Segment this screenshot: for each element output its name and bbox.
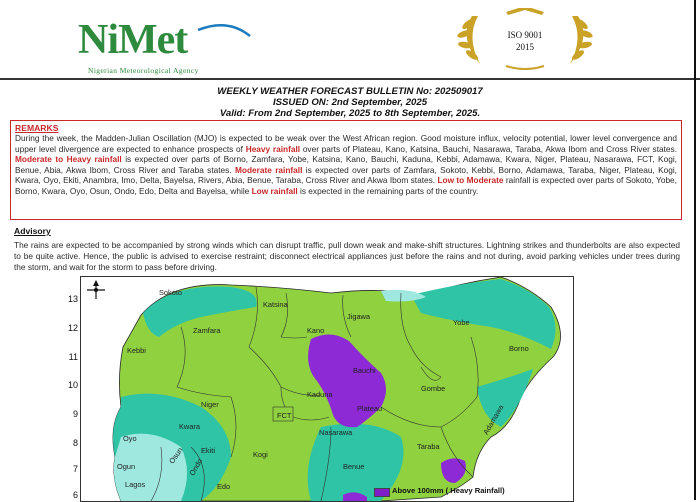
label-kano: Kano — [307, 326, 325, 335]
header-divider — [0, 78, 700, 80]
advisory-heading: Advisory — [14, 226, 51, 236]
legend-heavy-swatch — [374, 488, 390, 497]
heavy-rainfall-label: Heavy rainfall — [245, 143, 301, 154]
label-edo: Edo — [217, 482, 231, 491]
logo-wordmark: NiMet — [78, 17, 188, 63]
remarks-text — [15, 133, 677, 197]
moderate-rainfall-label: Moderate rainfall — [234, 164, 303, 175]
remarks-part-4: is expected over parts of Zamfara, Sokoto, Kebbi, Borno, Adamawa, Taraba, Niger, Plateau, Kogi, Kwara, Oyo, Ekiti, Anambra, Imo, Delta, Bayelsa, Rivers, Abia, Benue, Taraba, Cross River and Akwa Ibom states. — [15, 164, 677, 186]
label-oyo: Oyo — [123, 434, 137, 443]
agency-name: Nigerian Meteorological Agency — [88, 66, 199, 75]
label-fct: FCT — [277, 411, 292, 420]
lat-tick-11: 11 — [68, 352, 78, 362]
legend-heavy-label: Above 100mm ( Heavy Rainfall) — [392, 486, 505, 495]
label-bauchi: Bauchi — [353, 366, 376, 375]
label-kaduna: Kaduna — [307, 390, 333, 399]
label-yobe: Yobe — [453, 318, 470, 327]
page-edge — [694, 0, 696, 500]
rainfall-map — [58, 274, 578, 500]
low-moderate-label: Low to Moderate — [437, 175, 504, 186]
label-ondo: Ondo — [187, 457, 205, 478]
lat-tick-6: 6 — [72, 490, 78, 500]
nigeria-map-svg — [81, 277, 573, 501]
label-nasarawa: Nasarawa — [319, 428, 353, 437]
north-arrow-icon — [86, 280, 106, 300]
remarks-part-3: is expected over parts of Borno, Zamfara, Yobe, Katsina, Kano, Bauchi, Kaduna, Kebbi, Adamawa, Kwara, Niger, Plateau, Nasarawa, FCT, Kogi, Benue, Abia, Akwa Ibom, Cross River and Taraba states. — [15, 154, 677, 175]
label-kogi: Kogi — [253, 450, 268, 459]
lat-tick-7: 7 — [72, 464, 78, 474]
label-plateau: Plateau — [357, 404, 383, 413]
remarks-box — [10, 120, 682, 220]
remarks-part-2: over parts of Plateau, Kano, Katsina, Bauchi, Nasarawa, Taraba, Akwa Ibom and Cross River states. — [300, 143, 677, 154]
label-niger: Niger — [201, 400, 219, 409]
moderate-heavy-label: Moderate to Heavy rainfall — [15, 154, 122, 165]
label-borno: Borno — [509, 344, 529, 353]
label-ekiti: Ekiti — [201, 446, 215, 455]
map-frame — [80, 276, 574, 502]
validity-period: Valid: From 2nd September, 2025 to 8th September, 2025. — [219, 108, 481, 119]
lat-tick-12: 12 — [67, 323, 78, 333]
remarks-part-6: is expected in the remaining parts of the country. — [297, 185, 479, 196]
label-jigawa: Jigawa — [347, 312, 371, 321]
label-gombe: Gombe — [421, 384, 446, 393]
label-sokoto: Sokoto — [159, 288, 183, 297]
remarks-part-1: During the week, the Madden-Julian Oscillation (MJO) is expected to be weak over the West African region. Good moisture influx, velocity potential, lower level convergence and upper level divergence are expected to enhance prospects of — [15, 133, 677, 154]
iso-year: 2015 — [516, 42, 534, 52]
remarks-heading: REMARKS — [15, 123, 59, 133]
issued-on: ISSUED ON: 2nd September, 2025 — [272, 97, 428, 108]
label-osun: Osun — [167, 445, 185, 466]
label-lagos: Lagos — [125, 480, 146, 489]
lat-tick-9: 9 — [72, 409, 78, 419]
label-adamawa: Adamawa — [481, 403, 506, 437]
label-zamfara: Zamfara — [193, 326, 221, 335]
advisory-text: The rains are expected to be accompanied by strong winds which can disrupt traffic, pull down weak and make-shift structures. Lightning strikes and thunderbolts are also expected to be quite active. Hence, the public is advised to exercise restraint; disconnect electrical appliances just before the rains and not during, avoid parking vehicles under trees during the storm, and wait for the storm to pass before driving. — [14, 240, 680, 272]
iso-badge — [450, 8, 600, 70]
remarks-part-5: rainfall is expected over parts of Sokoto, Yobe, Borno, Kwara, Oyo, Osun, Ondo, Edo, Delta and Bayelsa, while — [15, 175, 677, 196]
label-kebbi: Kebbi — [127, 346, 146, 355]
bulletin-number: WEEKLY WEATHER FORECAST BULLETIN No: 202509017 — [217, 86, 483, 97]
label-ogun: Ogun — [117, 462, 136, 471]
lat-tick-8: 8 — [72, 438, 78, 448]
label-taraba: Taraba — [417, 442, 440, 451]
label-kwara: Kwara — [179, 422, 200, 431]
nimet-logo — [78, 16, 268, 78]
label-katsina: Katsina — [263, 300, 288, 309]
iso-standard: ISO 9001 — [507, 30, 543, 40]
lat-tick-13: 13 — [67, 294, 78, 304]
lat-tick-10: 10 — [67, 380, 78, 390]
low-rainfall-label: Low rainfall — [251, 185, 298, 196]
label-benue: Benue — [343, 462, 365, 471]
bulletin-title-block — [0, 86, 700, 119]
